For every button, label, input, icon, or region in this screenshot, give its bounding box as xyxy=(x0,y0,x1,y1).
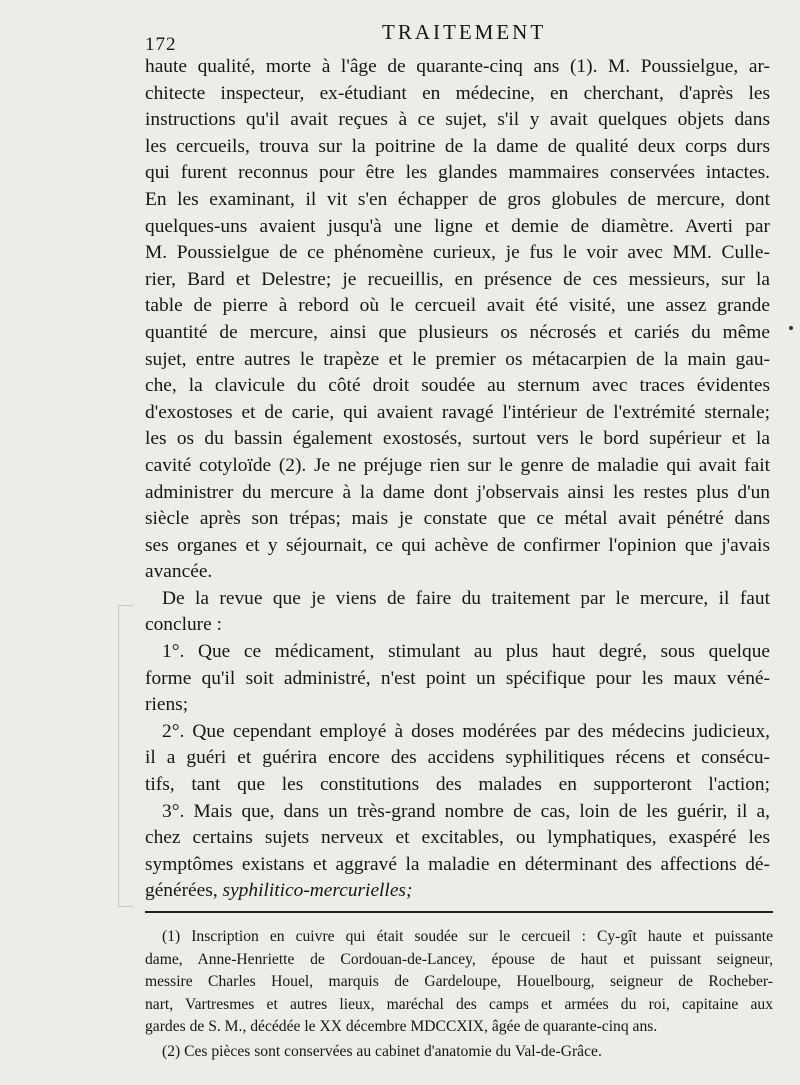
text-line: chez certains sujets nerveux et excitables, ou lymphatiques, exaspéré les xyxy=(145,827,770,849)
text-line: chitecte inspecteur, ex-étudiant en médecine, en cherchant, d'après les xyxy=(145,82,770,104)
footnote-line: gardes de S. M., décédée le XX décembre MDCCXIX, âgée de quarante-cinq ans. xyxy=(145,1018,658,1036)
text-line: quelques-uns avaient jusqu'à une ligne et demie de diamètre. Averti par xyxy=(145,215,770,237)
footnote-line: (2) Ces pièces sont conservées au cabinet d'anatomie du Val-de-Grâce. xyxy=(162,1042,602,1060)
text-line: quantité de mercure, ainsi que plusieurs os nécrosés et cariés du même xyxy=(145,321,770,343)
text-line: conclure : xyxy=(145,614,222,636)
text-line: tifs, tant que les constitutions des malades en supporteront l'action; xyxy=(145,774,770,796)
footnote-line: nart, Vartresmes et autres lieux, maréchal des camps et armées du roi, capitaine aux xyxy=(145,995,773,1013)
pencil-margin-bracket xyxy=(118,605,133,907)
text-line: 2°. Que cependant employé à doses modérées par des médecins judicieux, xyxy=(162,720,770,742)
text-line: sujet, entre autres le trapèze et le premier os métacarpien de la main gau- xyxy=(145,348,770,370)
text-line: les cercueils, trouva sur la poitrine de la dame de qualité deux corps durs xyxy=(145,135,770,157)
text-line: d'exostoses et de carie, qui avaient ravagé l'intérieur de l'extrémité sternale; xyxy=(145,401,770,423)
text-line: che, la clavicule du côté droit soudée au sternum avec traces évidentes xyxy=(145,375,770,397)
text-line: M. Poussielgue de ce phénomène curieux, je fus le voir avec MM. Culle- xyxy=(145,242,770,264)
text-line: les os du bassin également exostosés, surtout vers le bord supérieur et la xyxy=(145,428,770,450)
text-line: En les examinant, il vit s'en échapper de gros globules de mercure, dont xyxy=(145,188,770,210)
text-line: administrer du mercure à la dame dont j'observais ainsi les restes plus d'un xyxy=(145,481,770,503)
text-line: 3°. Mais que, dans un très-grand nombre de cas, loin de les guérir, il a, xyxy=(162,800,770,822)
text-line: qui furent reconnus pour être les glandes mammaires conservées intactes. xyxy=(145,162,770,184)
text-line: siècle après son trépas; mais je constate que ce métal avait pénétré dans xyxy=(145,508,770,530)
text-line: cavité cotyloïde (2). Je ne préjuge rien sur le genre de maladie qui avait fait xyxy=(145,454,770,476)
footnote-line: messire Charles Houel, marquis de Gardeloupe, Houelbourg, seigneur de Rocheber- xyxy=(145,973,773,991)
text-line: avancée. xyxy=(145,561,213,583)
text-line: riens; xyxy=(145,694,189,716)
footnote-line: dame, Anne-Henriette de Cordouan-de-Lancey, épouse de haut et puissant seigneur, xyxy=(145,950,773,968)
text-line: 1°. Que ce médicament, stimulant au plus haut degré, sous quelque xyxy=(162,641,770,663)
text-segment: générées, xyxy=(145,880,218,902)
text-line: haute qualité, morte à l'âge de quarante-cinq ans (1). M. Poussielgue, ar- xyxy=(145,56,770,77)
footnote-line: (1) Inscription en cuivre qui était soudée sur le cercueil : Cy-gît haute et puissante xyxy=(162,928,773,945)
text-line: ses organes et y séjournait, ce qui achève de confirmer l'opinion que j'avais xyxy=(145,534,770,556)
text-line: De la revue que je viens de faire du traitement par le mercure, il faut xyxy=(162,587,770,609)
text-line: table de pierre à rebord où le cercueil avait été visité, une assez grande xyxy=(145,295,770,317)
italic-term: syphilitico-mercurielles; xyxy=(222,880,413,902)
text-line: instructions qu'il avait reçues à ce sujet, s'il y avait quelques objets dans xyxy=(145,109,770,131)
page-number: 172 xyxy=(145,34,177,55)
text-line xyxy=(145,878,770,905)
main-text xyxy=(145,54,770,905)
footnote-rule xyxy=(145,911,773,913)
ink-speck xyxy=(789,326,793,330)
text-line: forme qu'il soit administré, n'est point un spécifique pour les maux véné- xyxy=(145,667,770,689)
text-line: symptômes existans et aggravé la maladie en déterminant des affections dé- xyxy=(145,853,770,875)
running-head: TRAITEMENT xyxy=(382,20,547,44)
text-line: rier, Bard et Delestre; je recueillis, en présence de ces messieurs, sur la xyxy=(145,268,770,290)
text-line: il a guéri et guérira encore des accidens syphilitiques récens et consécu- xyxy=(145,747,770,769)
footnotes xyxy=(145,926,773,1064)
